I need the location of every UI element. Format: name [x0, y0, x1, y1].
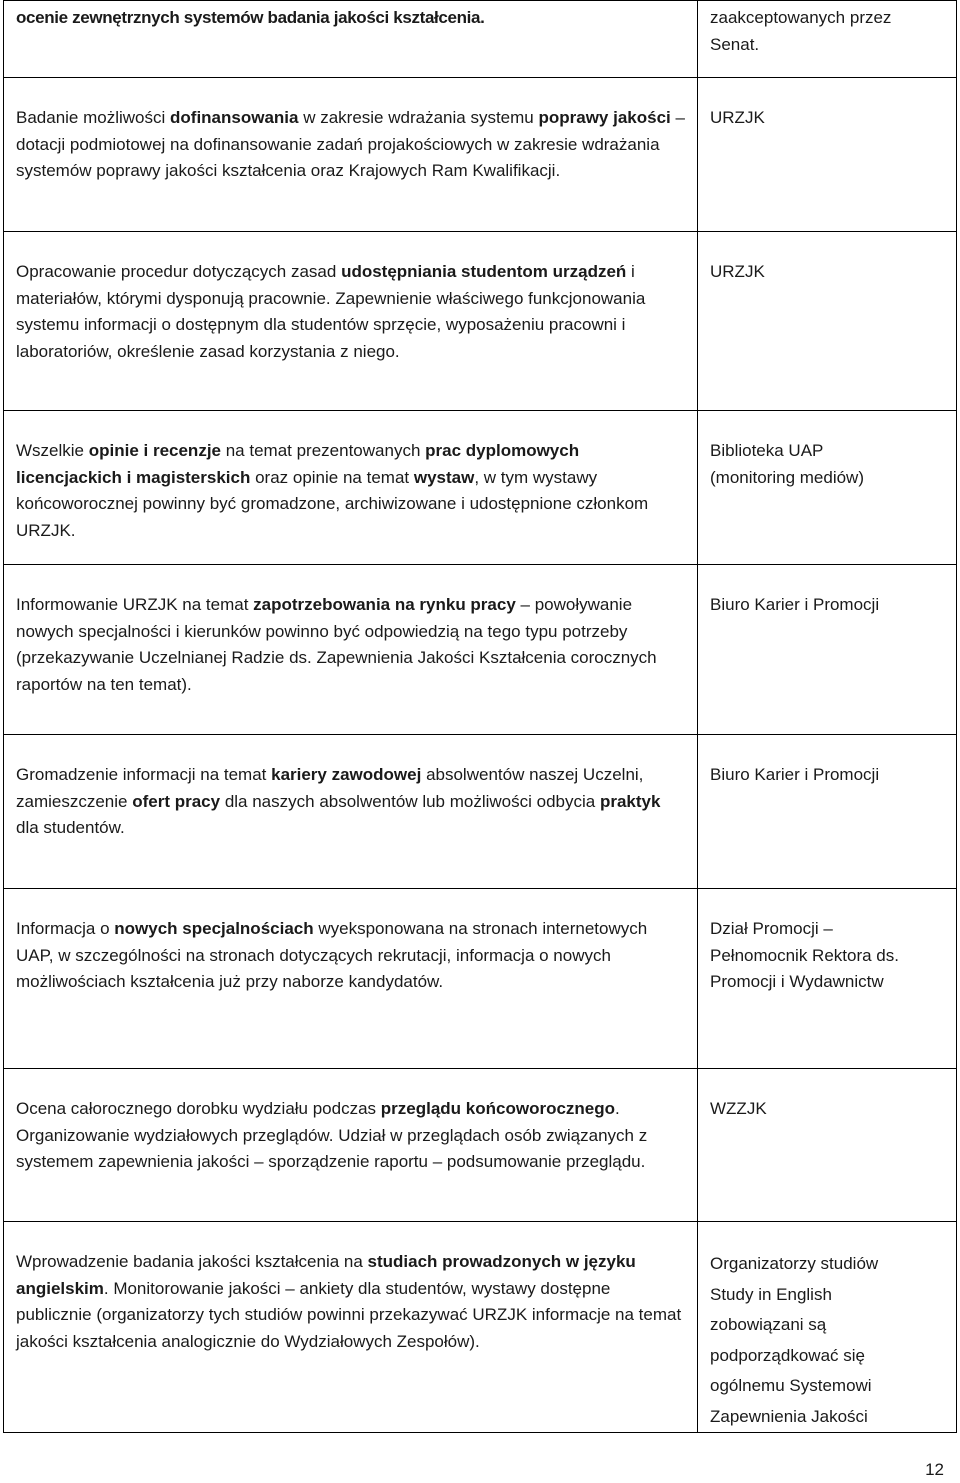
task-responsible-text: [710, 592, 944, 619]
responsible-line: zaakceptowanych przez: [710, 8, 892, 27]
responsible-line: Biuro Karier i Promocji: [710, 765, 880, 784]
responsible-line: Biblioteka UAP: [710, 441, 824, 460]
bold-text: nowych specjalnościach: [114, 919, 314, 938]
table-row: [4, 78, 957, 232]
responsible-line: Senat.: [710, 34, 760, 54]
bold-text: wystaw: [413, 467, 475, 487]
text-segment: . Organizowanie wydziałowych przeglądów. Udział w przeglądach osób związanych z systemem zapewnienia jakości – sporządzenie raportu – podsumowanie przeglądu.: [16, 1099, 648, 1171]
responsible-line: Pełnomocnik Rektora ds.: [710, 945, 899, 965]
bold-text: ofert pracy: [132, 791, 221, 811]
task-description-text: [16, 1249, 685, 1355]
bold-text: prac dyplomowych licencjackich i magisterskich: [16, 441, 580, 487]
responsible-line: zobowiązani są: [710, 1315, 827, 1334]
task-responsible: [698, 1222, 957, 1433]
task-responsible: [698, 78, 957, 232]
task-responsible: [698, 889, 957, 1069]
task-description-text: [16, 1096, 685, 1176]
text-segment: w zakresie wdrażania systemu: [298, 108, 539, 127]
task-responsible-text: [710, 1096, 944, 1123]
responsible-line: Zapewnienia Jakości: [710, 1406, 868, 1426]
task-responsible-text: [710, 105, 944, 132]
bold-text: kariery zawodowej: [271, 765, 422, 784]
text-segment: – dotacji podmiotowej na dofinansowanie zadań projakościowych w zakresie wdrażania systemów poprawy jakości kształcenia oraz Krajowych Ram Kwalifikacji.: [16, 108, 685, 180]
task-responsible-text: [710, 438, 944, 491]
text-segment: oraz opinie na temat: [250, 467, 414, 487]
table-row: [4, 232, 957, 411]
table-row: [4, 1, 957, 78]
responsible-line: Dział Promocji –: [710, 919, 833, 938]
table-row: [4, 411, 957, 565]
bold-text: opinie i recenzje: [88, 441, 221, 460]
text-segment: Ocena całorocznego dorobku wydziału podczas: [16, 1099, 381, 1118]
text-segment: absolwentów naszej Uczelni, zamieszczenie: [16, 765, 644, 811]
responsible-line: ogólnemu Systemowi: [710, 1376, 872, 1395]
responsible-line: WZZJK: [710, 1099, 767, 1118]
text-segment: , w tym wystawy końcoworocznej powinny być gromadzone, archiwizowane i udostępnione członkom URZJK.: [16, 467, 649, 540]
task-description-text: [16, 105, 685, 185]
task-description: [4, 232, 698, 411]
bold-text: udostępniania studentom urządzeń: [341, 262, 627, 281]
text-segment: Informowanie URZJK na temat: [16, 595, 254, 614]
task-responsible-text: [710, 5, 944, 58]
responsible-line: Organizatorzy studiów: [710, 1254, 879, 1273]
bold-text: zapotrzebowania na rynku pracy: [253, 595, 516, 614]
text-segment: Wszelkie: [16, 441, 89, 460]
responsible-line: podporządkować się: [710, 1345, 865, 1365]
bold-text: poprawy jakości: [538, 108, 671, 127]
bold-text: ocenie zewnętrznych systemów badania jakości kształcenia.: [16, 8, 485, 27]
task-responsible: [698, 232, 957, 411]
table-row: [4, 735, 957, 889]
task-description: [4, 78, 698, 232]
task-description-text: [16, 438, 685, 544]
table-row: [4, 1069, 957, 1222]
task-responsible-text: [710, 259, 944, 286]
task-responsible-text: [710, 1249, 944, 1432]
responsible-line: (monitoring mediów): [710, 467, 864, 487]
task-description: [4, 735, 698, 889]
page-number: 12: [925, 1460, 944, 1479]
task-description: [4, 1069, 698, 1222]
task-responsible: [698, 1, 957, 78]
text-segment: Gromadzenie informacji na temat: [16, 765, 272, 784]
table-row: [4, 889, 957, 1069]
task-description-text: [16, 5, 685, 32]
task-description-text: [16, 762, 685, 842]
task-description-text: [16, 592, 685, 698]
bold-text: dofinansowania: [170, 108, 299, 127]
task-responsible-text: [710, 762, 944, 789]
task-responsible-text: [710, 916, 944, 996]
responsible-line: URZJK: [710, 108, 765, 127]
responsible-line: Study in English: [710, 1284, 832, 1304]
task-description: [4, 1222, 698, 1433]
task-description: [4, 1, 698, 78]
text-segment: wyeksponowana na stronach internetowych UAP, w szczególności na stronach dotyczących rekrutacji, informacja o nowych możliwościach kształcenia już przy naborze kandydatów.: [16, 919, 648, 991]
text-segment: na temat prezentowanych: [221, 441, 426, 460]
text-segment: Informacja o: [16, 919, 115, 938]
task-description-text: [16, 259, 685, 365]
bold-text: studiach prowadzonych w języku angielskim: [16, 1252, 636, 1298]
bold-text: praktyk: [599, 791, 661, 811]
task-responsible: [698, 1069, 957, 1222]
text-segment: Badanie możliwości: [16, 108, 171, 127]
table-row: [4, 1222, 957, 1433]
text-segment: . Monitorowanie jakości – ankiety dla studentów, wystawy dostępne publicznie (organizatorzy tych studiów powinni przekazywać URZJK informacje na temat jakości kształcenia analogicznie do Wydziałowych Zespołów).: [16, 1278, 682, 1351]
text-segment: Wprowadzenie badania jakości kształcenia na: [16, 1252, 368, 1271]
task-description: [4, 411, 698, 565]
text-segment: Opracowanie procedur dotyczących zasad: [16, 262, 342, 281]
task-responsible: [698, 735, 957, 889]
tasks-table: [3, 0, 957, 1433]
task-description-text: [16, 916, 685, 996]
text-segment: – powoływanie nowych specjalności i kierunków powinno być odpowiedzią na tego typu potrzeby (przekazywanie Uczelnianej Radzie ds. Zapewnienia Jakości Kształcenia corocznych raportów na ten temat).: [16, 595, 657, 694]
text-segment: dla studentów.: [16, 818, 125, 837]
responsible-line: URZJK: [710, 262, 765, 281]
text-segment: i materiałów, którymi dysponują pracownie. Zapewnienie właściwego funkcjonowania systemu informacji o dostępnym dla studentów sprzęcie, wyposażeniu pracowni i laboratoriów, określenie zasad korzystania z niego.: [16, 262, 646, 361]
task-description: [4, 565, 698, 735]
table-row: [4, 565, 957, 735]
responsible-line: Biuro Karier i Promocji: [710, 595, 880, 614]
responsible-line: Promocji i Wydawnictw: [710, 972, 884, 991]
bold-text: przeglądu końcoworocznego: [380, 1099, 616, 1118]
task-responsible: [698, 565, 957, 735]
task-description: [4, 889, 698, 1069]
text-segment: dla naszych absolwentów lub możliwości odbycia: [220, 791, 600, 811]
task-responsible: [698, 411, 957, 565]
